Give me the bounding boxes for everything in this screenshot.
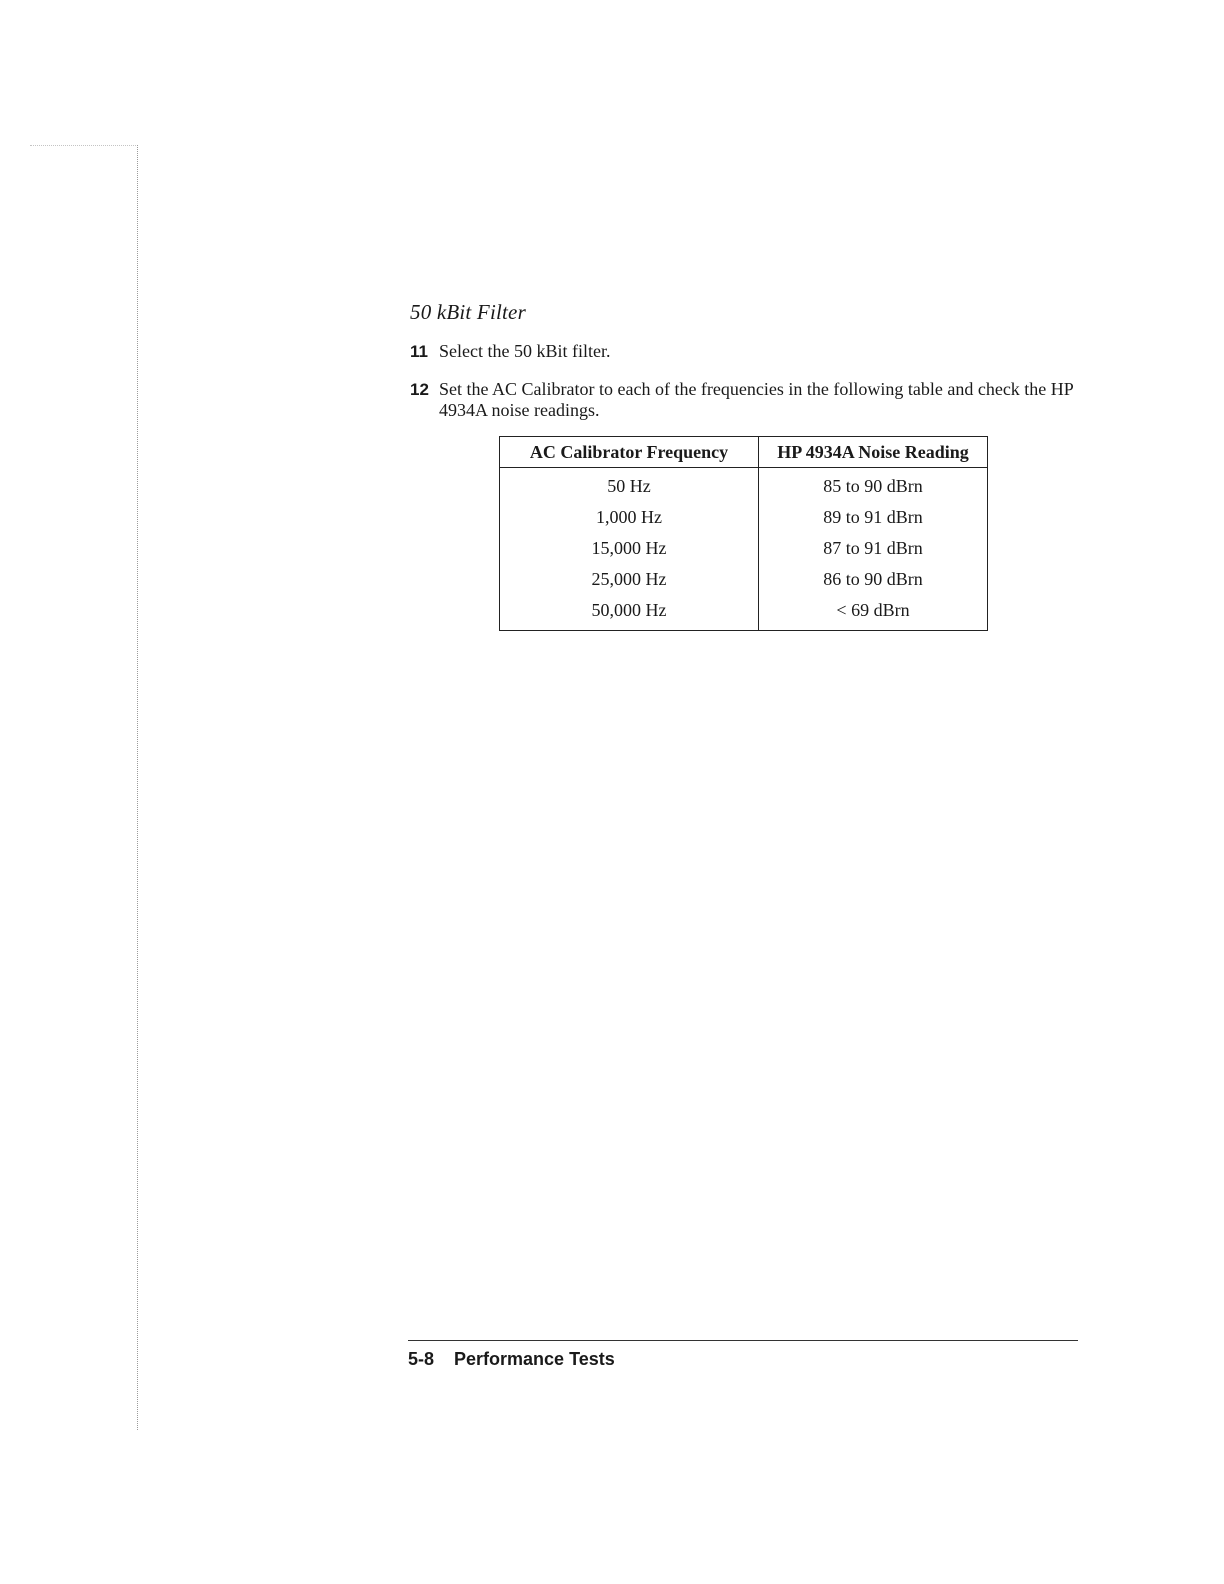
step-text: Select the 50 kBit filter. [439,341,611,361]
step-text: Set the AC Calibrator to each of the frequencies in the following table and check the HP 4934A noise readings. [439,379,1074,420]
noise-reading-cell: 87 to 91 dBrn [823,538,923,558]
header-noise-reading: HP 4934A Noise Reading [759,437,988,468]
table-row [500,468,988,503]
binding-margin-mark [30,145,138,146]
frequency-cell: 50 Hz [500,468,759,503]
table-row [500,502,988,533]
step-12 [410,379,1090,421]
noise-reading-cell: 85 to 90 dBrn [823,476,923,496]
frequency-cell: 50,000 Hz [500,595,759,631]
frequency-cell: 25,000 Hz [500,564,759,595]
page-footer [408,1349,615,1370]
step-number: 12 [410,380,429,399]
frequency-cell: 15,000 Hz [500,533,759,564]
table-row [500,595,988,631]
frequency-cell: 1,000 Hz [500,502,759,533]
noise-reading-cell: 89 to 91 dBrn [823,507,923,527]
page-number: 5-8 [408,1349,435,1369]
section-heading: 50 kBit Filter [410,300,526,324]
header-ac-calibrator-frequency: AC Calibrator Frequency [500,437,759,468]
table-header-row [500,437,988,468]
noise-reading-cell: < 69 dBrn [836,600,910,620]
noise-reading-cell: 86 to 90 dBrn [823,569,923,589]
footer-rule [408,1340,1078,1341]
step-number: 11 [410,342,428,361]
table-row [500,533,988,564]
binding-margin-line [137,145,138,1430]
table-row [500,564,988,595]
step-11 [410,341,1090,362]
noise-reading-table [499,436,988,631]
chapter-title: Performance Tests [454,1349,615,1369]
